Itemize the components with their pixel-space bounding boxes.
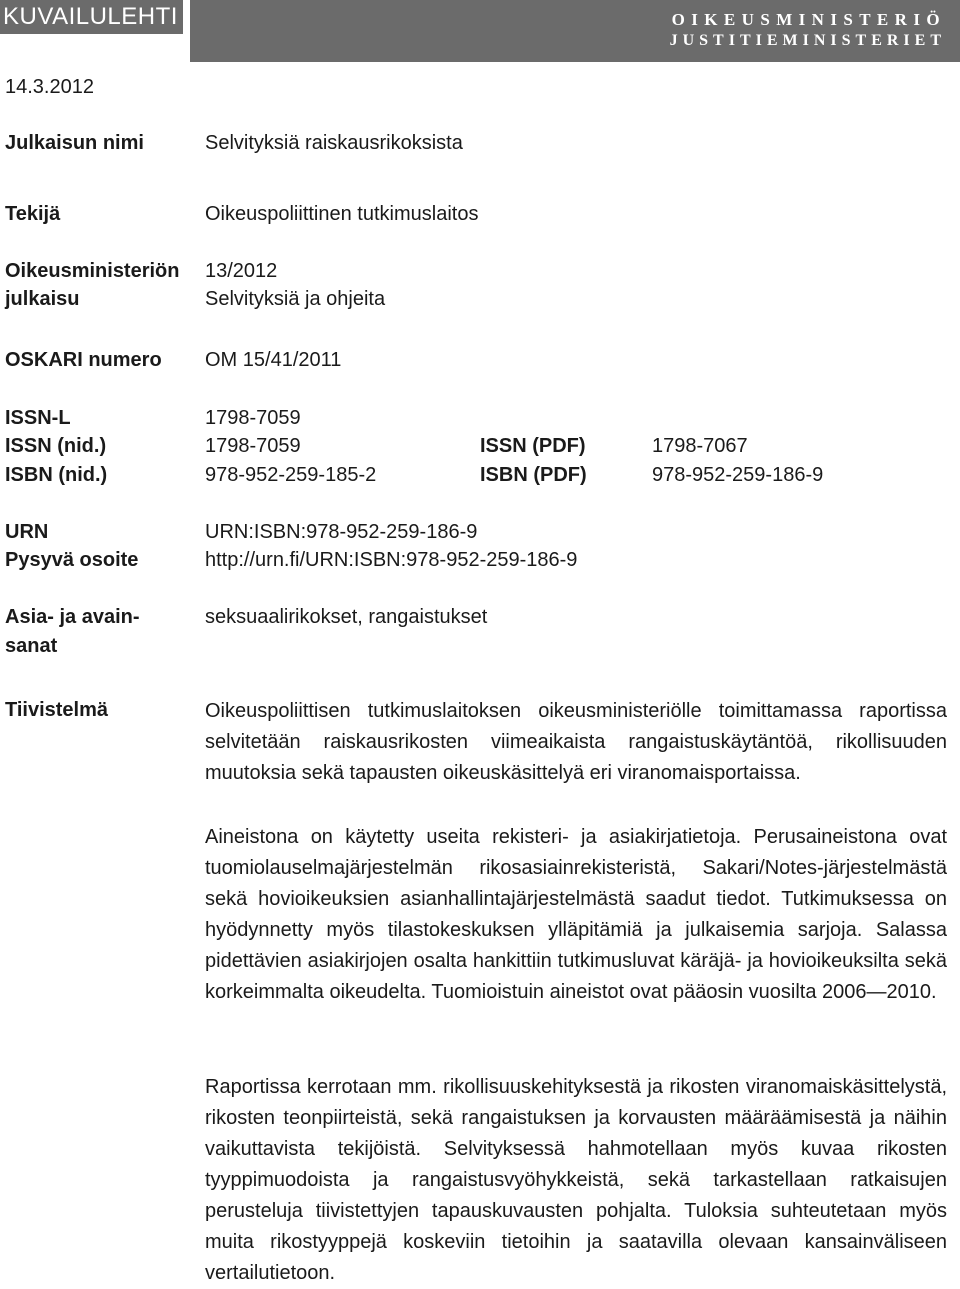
author-label: Tekijä [5,203,61,225]
abstract-paragraph-1: Oikeuspoliittisen tutkimuslaitoksen oikeusministeriölle toimittamassa raportissa selvitetään raiskausrikosten viimeaikaista rangaistuskäytäntöä, rikollisuuden muutoksia sekä tapausten oikeuskäsittelyä eri viranomaisportaissa. [205,700,947,784]
abstract-label: Tiivistelmä [5,699,109,721]
isbn-print-label: ISBN (nid.) [5,464,108,486]
document-type-title: KUVAILULEHTI [0,0,183,34]
document-date: 14.3.2012 [5,76,94,98]
author-value: Oikeuspoliittinen tutkimuslaitos [205,203,479,225]
keywords-value: seksuaalirikokset, rangaistukset [205,606,488,628]
isbn-print-value: 978-952-259-185-2 [205,464,377,486]
oskari-value: OM 15/41/2011 [205,349,342,371]
urn-label: URN [5,521,49,543]
permalink-link[interactable]: http://urn.fi/URN:ISBN:978-952-259-186-9 [205,549,578,571]
urn-value: URN:ISBN:978-952-259-186-9 [205,521,478,543]
isbn-pdf-value: 978-952-259-186-9 [652,464,824,486]
issn-print-value: 1798-7059 [205,435,301,457]
ministry-logo [190,0,960,62]
abstract-paragraph-3: Raportissa kerrotaan mm. rikollisuuskehityksestä ja rikosten viranomaiskäsittelystä, rikosten teonpiirteistä, sekä rangaistuksen ja korvausten määräämisestä ja näihin vaikuttavista tekijöistä. Selvityksessä hahmotellaan myös kuvaa rikosten tyyppimuodoista ja rangaistusvyöhykkeistä, sekä tarkastellaan ratkaisujen perusteluja tiivistettyjen tapauskuvausten pohjalta. Tuloksia suhteutetaan myös muita rikostyyppejä koskeviin tietoihin ja saatavilla olevaan kansainväliseen vertailutietoon. [205,1076,947,1284]
keywords-label-line1: Asia- ja avain- [5,606,140,628]
issn-pdf-label: ISSN (PDF) [480,435,586,457]
abstract-paragraph-2: Aineistona on käytetty useita rekisteri- ja asiakirjatietoja. Perusaineistona ovat tuomiolauselmajärjestelmän rikosasiainrekisteristä, Sakari/Notes-järjestelmästä sekä hovioikeuksien asianhallintajärjestelmästä saadut tiedot. Tutkimuksessa on hyödynnetty myös tilastokeskuksen ylläpitämiä ja julkaisemia sarjoja. Salassa pidettävien asiakirjojen osalta hankittiin tutkimusluvat käräjä- ja hovioikeuksilta sekä korkeimmalta oikeudelta. Tuomioistuin aineistot ovat pääosin vuosilta 2006—2010. [205,826,947,1003]
header-band [0,0,960,62]
permalink-label: Pysyvä osoite [5,549,139,571]
ministry-name-fi: OIKEUSMINISTERIÖ [671,10,946,29]
keywords-label-line2: sanat [5,635,58,657]
issn-pdf-value: 1798-7067 [652,435,748,457]
series-name-value: Selvityksiä ja ohjeita [205,288,386,310]
publication-name-value: Selvityksiä raiskausrikoksista [205,132,463,154]
isbn-pdf-label: ISBN (PDF) [480,464,587,486]
series-label-line1: Oikeusministeriön [5,260,180,282]
ministry-name-sv: JUSTITIEMINISTERIET [669,32,946,49]
series-number-value: 13/2012 [205,260,278,282]
oskari-label: OSKARI numero [5,349,162,371]
issn-l-value: 1798-7059 [205,407,301,429]
issn-l-label: ISSN-L [5,407,71,429]
publication-name-label: Julkaisun nimi [5,132,144,154]
issn-print-label: ISSN (nid.) [5,435,107,457]
series-label-line2: julkaisu [5,288,80,310]
